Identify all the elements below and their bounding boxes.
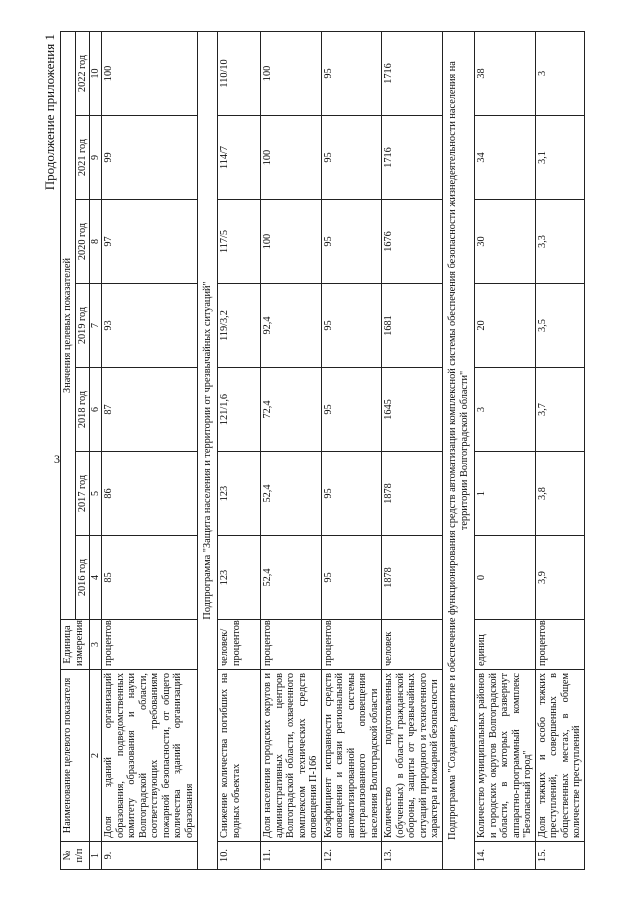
- indicator-name: Снижение количества погибших на водных объектах: [218, 670, 261, 842]
- value-cell: 3,3: [535, 200, 584, 284]
- column-index: 9: [90, 116, 102, 200]
- value-cell: 99: [102, 116, 197, 200]
- value-cell: 117/5: [218, 200, 261, 284]
- unit-cell: человек: [382, 620, 443, 670]
- value-cell: 121/1,6: [218, 368, 261, 452]
- value-cell: 38: [475, 31, 536, 115]
- header-year: 2022 год: [75, 31, 90, 115]
- value-cell: 95: [321, 284, 382, 368]
- indicator-name: Доля зданий организаций образования, подведомственных комитету образования и науки Волгоградской области, соответствующих требованиям пожарной безопасности, от общего количества зданий организаций образования: [102, 670, 197, 842]
- column-index: 7: [90, 284, 102, 368]
- value-cell: 97: [102, 200, 197, 284]
- header-num: № п/п: [61, 842, 90, 870]
- column-index-row: [90, 31, 102, 869]
- value-cell: 93: [102, 284, 197, 368]
- value-cell: 20: [475, 284, 536, 368]
- column-index: 8: [90, 200, 102, 284]
- value-cell: 95: [321, 452, 382, 536]
- row-number: 15.: [535, 842, 584, 870]
- value-cell: 30: [475, 200, 536, 284]
- indicator-name: Коэффициент исправности средств оповещения и связи региональной автоматизированной системы централизованного оповещения населения Волгоградской области: [321, 670, 382, 842]
- table-body: [102, 31, 585, 869]
- value-cell: 1878: [382, 452, 443, 536]
- table-row: [475, 31, 536, 869]
- value-cell: 1878: [382, 536, 443, 620]
- table-header: [61, 31, 102, 869]
- unit-cell: процентов: [535, 620, 584, 670]
- value-cell: 3,1: [535, 116, 584, 200]
- value-cell: 85: [102, 536, 197, 620]
- column-index: 6: [90, 368, 102, 452]
- column-index: 2: [90, 670, 102, 842]
- value-cell: 3,7: [535, 368, 584, 452]
- indicator-name: Доля тяжких и особо тяжких преступлений, совершенных в общественных местах, в общем количестве преступлений: [535, 670, 584, 842]
- table-row: [535, 31, 584, 869]
- row-number: 13.: [382, 842, 443, 870]
- column-index: 4: [90, 536, 102, 620]
- header-year: 2016 год: [75, 536, 90, 620]
- subprogram-row: [443, 31, 475, 869]
- header-year: 2019 год: [75, 284, 90, 368]
- column-index: 5: [90, 452, 102, 536]
- header-values-group: Значения целевых показателей: [61, 31, 76, 619]
- table-row: [218, 31, 261, 869]
- table-row: [261, 31, 322, 869]
- indicator-name: Доля населения городских округов и административных центров Волгоградской области, охваченного комплексом технических средств оповещения П-166: [261, 670, 322, 842]
- value-cell: 87: [102, 368, 197, 452]
- row-number: 14.: [475, 842, 536, 870]
- value-cell: 95: [321, 31, 382, 115]
- value-cell: 95: [321, 536, 382, 620]
- value-cell: 110/10: [218, 31, 261, 115]
- unit-cell: процентов: [102, 620, 197, 670]
- value-cell: 3: [475, 368, 536, 452]
- value-cell: 119/3,2: [218, 284, 261, 368]
- value-cell: 52,4: [261, 452, 322, 536]
- value-cell: 0: [475, 536, 536, 620]
- header-unit: Единица измерения: [61, 620, 90, 670]
- column-index: 10: [90, 31, 102, 115]
- value-cell: 100: [261, 31, 322, 115]
- table-row: [102, 31, 197, 869]
- value-cell: 123: [218, 536, 261, 620]
- value-cell: 3,5: [535, 284, 584, 368]
- subprogram-title: Подпрограмма "Защита населения и территории от чрезвычайных ситуаций": [197, 31, 218, 869]
- value-cell: 100: [261, 200, 322, 284]
- header-name: Наименование целевого показателя: [61, 670, 90, 842]
- value-cell: 1: [475, 452, 536, 536]
- value-cell: 3,8: [535, 452, 584, 536]
- value-cell: 92,4: [261, 284, 322, 368]
- column-index: 1: [90, 842, 102, 870]
- unit-cell: человек/ процентов: [218, 620, 261, 670]
- indicator-name: Количество подготовленных (обученных) в области гражданской обороны, защиты от чрезвычайных ситуаций природного и техногенного характера и пожарной безопасности: [382, 670, 443, 842]
- table-row: [321, 31, 382, 869]
- value-cell: 95: [321, 368, 382, 452]
- header-year: 2018 год: [75, 368, 90, 452]
- value-cell: 52,4: [261, 536, 322, 620]
- value-cell: 1681: [382, 284, 443, 368]
- continuation-label: Продолжение приложения 1: [42, 34, 57, 191]
- unit-cell: единиц: [475, 620, 536, 670]
- row-number: 10.: [218, 842, 261, 870]
- value-cell: 1716: [382, 116, 443, 200]
- value-cell: 100: [261, 116, 322, 200]
- value-cell: 1716: [382, 31, 443, 115]
- value-cell: 123: [218, 452, 261, 536]
- row-number: 9.: [102, 842, 197, 870]
- table-row: [382, 31, 443, 869]
- value-cell: 95: [321, 116, 382, 200]
- value-cell: 72,4: [261, 368, 322, 452]
- value-cell: 86: [102, 452, 197, 536]
- value-cell: 3: [535, 31, 584, 115]
- value-cell: 34: [475, 116, 536, 200]
- value-cell: 114/7: [218, 116, 261, 200]
- row-number: 11.: [261, 842, 322, 870]
- value-cell: 1645: [382, 368, 443, 452]
- header-year: 2017 год: [75, 452, 90, 536]
- column-index: 3: [90, 620, 102, 670]
- value-cell: 3,9: [535, 536, 584, 620]
- page-number: 3: [54, 452, 60, 466]
- subprogram-row: [197, 31, 218, 869]
- subprogram-title: Подпрограмма "Создание, развитие и обеспечение функционирования средств автоматизации комплексной системы обеспечения безопасности жизнедеятельности населения на территории Волгоградской области": [443, 31, 475, 869]
- row-number: 12.: [321, 842, 382, 870]
- indicator-name: Количество муниципальных районов и городских округов Волгоградской области, в которых развернут аппаратно-программный комплекс "Безопасный город": [475, 670, 536, 842]
- targets-table: [60, 31, 585, 870]
- value-cell: 100: [102, 31, 197, 115]
- value-cell: 1676: [382, 200, 443, 284]
- unit-cell: процентов: [261, 620, 322, 670]
- header-year: 2020 год: [75, 200, 90, 284]
- unit-cell: процентов: [321, 620, 382, 670]
- value-cell: 95: [321, 200, 382, 284]
- header-year: 2021 год: [75, 116, 90, 200]
